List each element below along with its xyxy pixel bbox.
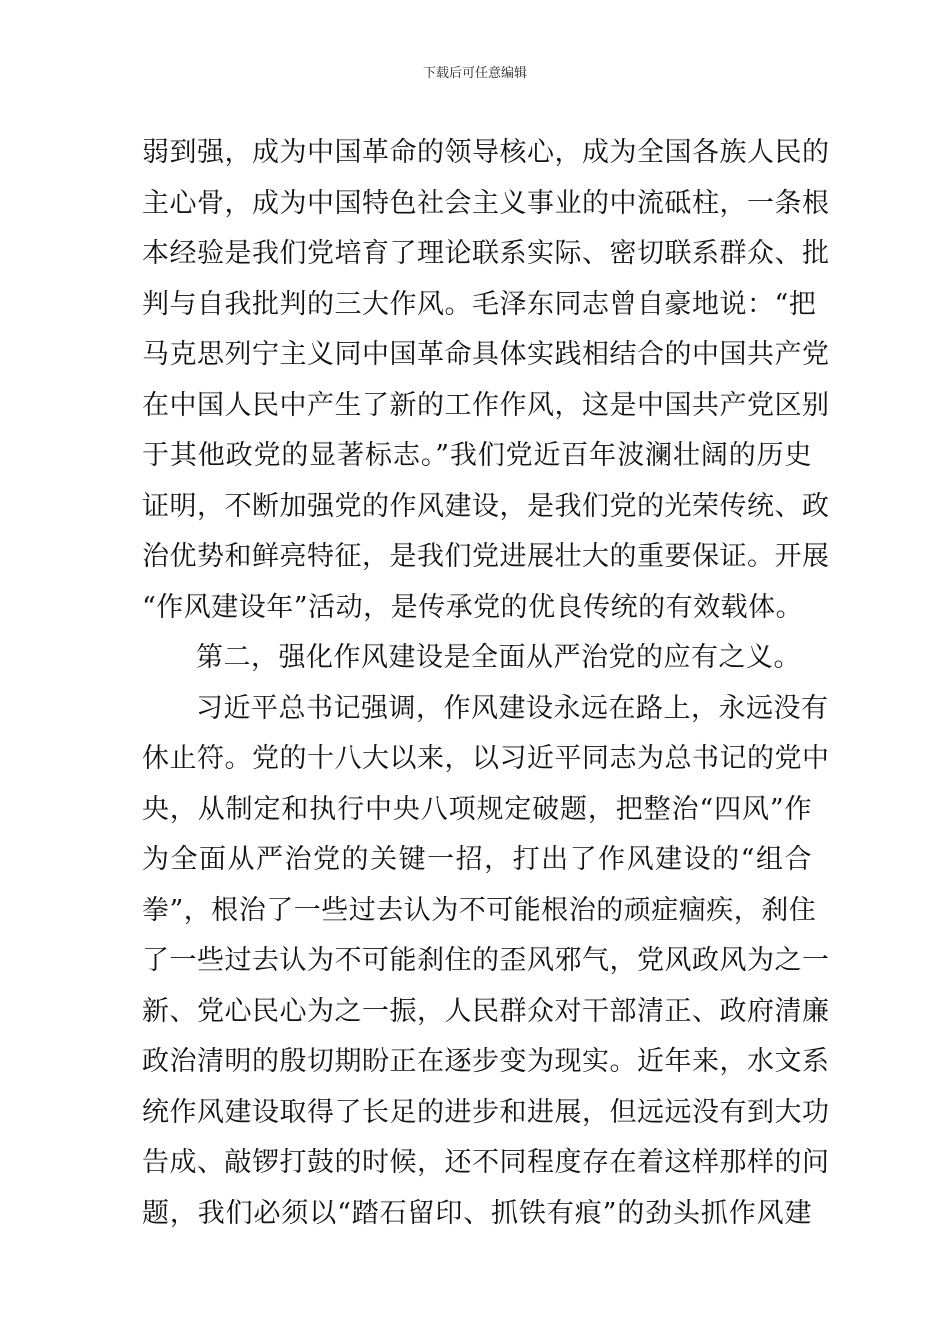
text-line: 于其他政党的显著标志。”我们党近百年波澜壮阔的历史 xyxy=(142,440,812,471)
document-body xyxy=(142,128,830,1239)
text-line: 统作风建设取得了长足的进步和进展，但远远没有到大功 xyxy=(142,1096,830,1128)
text-line: 题，我们必须以“踏石留印、抓铁有痕”的劲头抓作风建 xyxy=(142,1197,812,1229)
text-line: 本经验是我们党培育了理论联系实际、密切联系群众、批 xyxy=(142,238,830,269)
text-line: 习近平总书记强调，作风建设永远在路上，永远没有 xyxy=(196,692,829,724)
text-line: 弱到强，成为中国革命的领导核心，成为全国各族人民的 xyxy=(142,137,830,168)
text-line: 拳”，根治了一些过去认为不可能根治的顽症痼疾，刹住 xyxy=(142,894,817,926)
text-line: 政治清明的殷切期盼正在逐步变为现实。近年来，水文系 xyxy=(142,1046,830,1077)
text-line: 央，从制定和执行中央八项规定破题，把整治“四风”作 xyxy=(142,793,812,825)
text-line: 告成、敲锣打鼓的时候，还不同程度存在着这样那样的问 xyxy=(142,1147,830,1178)
page-header: 下载后可任意编辑 xyxy=(422,66,527,81)
text-line: 休止符。党的十八大以来，以习近平同志为总书记的党中 xyxy=(142,743,830,774)
text-line: 证明，不断加强党的作风建设，是我们党的光荣传统、政 xyxy=(142,490,830,522)
text-line: 在中国人民中产生了新的工作作风，这是中国共产党区别 xyxy=(142,389,830,421)
section-heading: 第二，强化作风建设是全面从严治党的应有之义。 xyxy=(196,642,801,673)
text-line: 判与自我批判的三大作风。毛泽东同志曾自豪地说：“把 xyxy=(142,288,817,320)
text-line: 主心骨，成为中国特色社会主义事业的中流砥柱，一条根 xyxy=(142,187,830,219)
text-line: “作风建设年”活动，是传承党的优良传统的有效载体。 xyxy=(142,591,804,623)
text-line: 了一些过去认为不可能刹住的歪风邪气，党风政风为之一 xyxy=(142,945,830,976)
text-line: 新、党心民心为之一振，人民群众对干部清正、政府清廉 xyxy=(142,995,830,1027)
text-line: 治优势和鲜亮特征，是我们党进展壮大的重要保证。开展 xyxy=(142,541,830,572)
text-line: 为全面从严治党的关键一招，打出了作风建设的“组合 xyxy=(142,844,812,875)
text-line: 马克思列宁主义同中国革命具体实践相结合的中国共产党 xyxy=(142,339,830,370)
